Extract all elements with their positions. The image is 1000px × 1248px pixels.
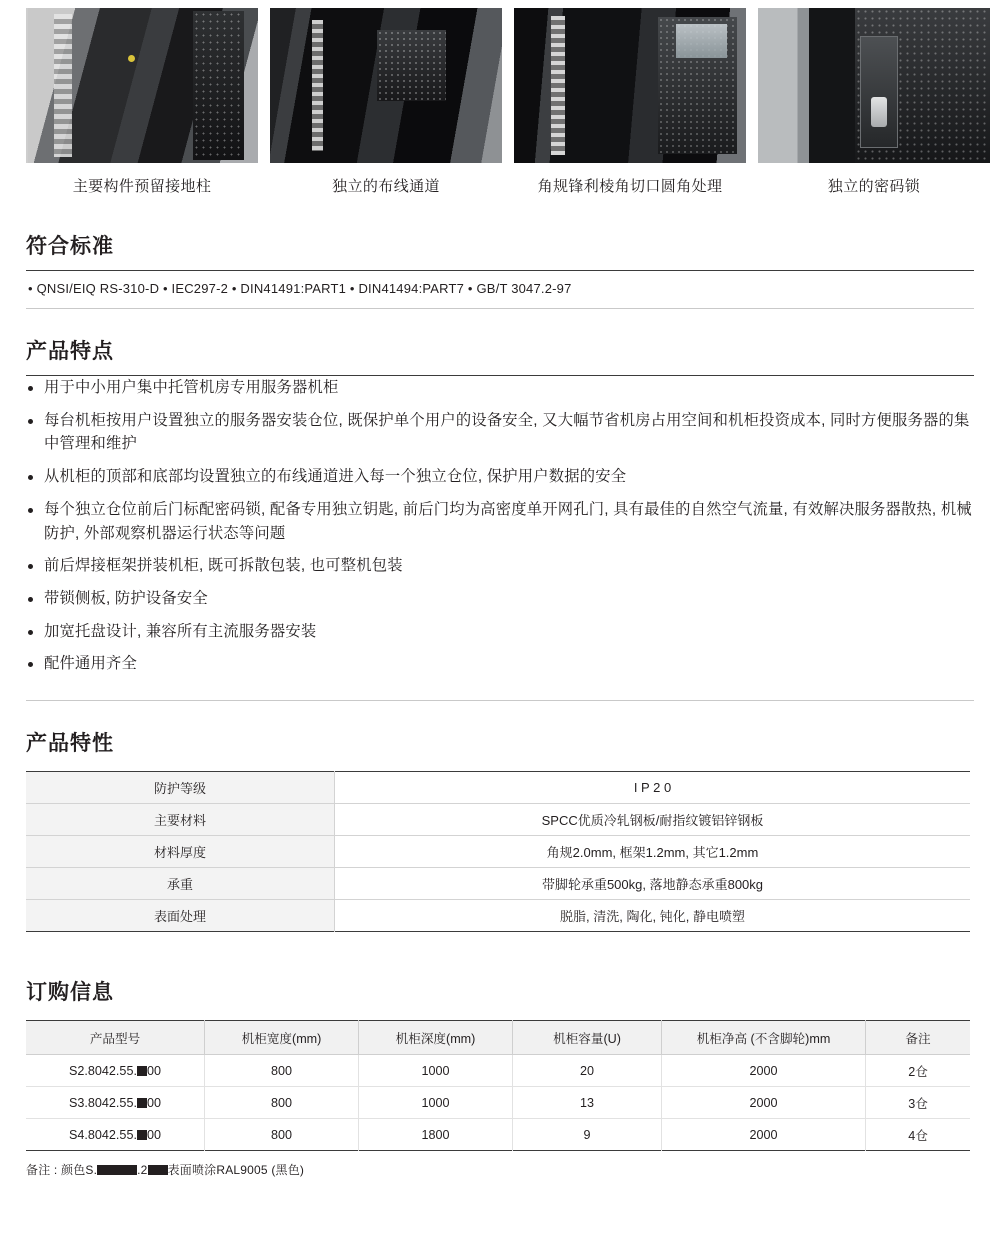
order-section (26, 976, 974, 1178)
column-header-width: 机柜宽度(mm) (205, 1021, 359, 1055)
model-prefix: S3.8042.55. (69, 1095, 137, 1110)
table-row (26, 1119, 970, 1151)
spec-key: 表面处理 (26, 900, 335, 932)
note-prefix: 备注 : 颜色S. (26, 1163, 98, 1178)
product-photo-grounding-post (26, 8, 258, 163)
model-suffix: 00 (146, 1127, 161, 1142)
photo-cell (270, 8, 502, 196)
model-suffix: 00 (146, 1063, 161, 1078)
standards-title: 符合标准 (26, 235, 114, 258)
cell-depth: 1000 (359, 1087, 513, 1119)
table-row (26, 1055, 970, 1087)
product-photo-strip (26, 0, 974, 196)
cell-width: 800 (205, 1055, 359, 1087)
rack-image-b (270, 8, 502, 163)
list-item: 每个独立仓位前后门标配密码锁, 配备专用独立钥匙, 前后门均为高密度单开网孔门, 具有最佳的自然空气流量, 有效解决服务器散热, 机械防护, 外部观察机器运行状态等问题 (26, 498, 974, 545)
order-title: 订购信息 (26, 981, 114, 1005)
specs-section (26, 727, 974, 932)
standards-list: • QNSI/EIQ RS-310-D • IEC297-2 • DIN41491:PART1 • DIN41494:PART7 • GB/T 3047.2-97 (28, 281, 572, 296)
color-code-block (127, 1165, 137, 1175)
list-item: 配件通用齐全 (26, 652, 974, 676)
color-code-block (158, 1165, 168, 1175)
column-header-remark: 备注 (866, 1021, 971, 1055)
features-title: 产品特点 (26, 340, 114, 363)
spec-value: 角规2.0mm, 框架1.2mm, 其它1.2mm (335, 836, 971, 868)
list-item: 从机柜的顶部和底部均设置独立的布线通道进入每一个独立仓位, 保护用户数据的安全 (26, 465, 974, 489)
spec-value: 脱脂, 清洗, 陶化, 钝化, 静电喷塑 (560, 909, 745, 925)
cell-remark: 4仓 (908, 1129, 928, 1144)
column-header-model: 产品型号 (26, 1021, 205, 1055)
product-photo-rounded-corner (514, 8, 746, 163)
specs-table (26, 771, 970, 932)
spec-key: 防护等级 (26, 772, 335, 804)
lock-knob-icon (871, 97, 887, 127)
cell-capacity: 9 (513, 1119, 662, 1151)
spec-key: 主要材料 (26, 804, 335, 836)
note-middle: .2 (137, 1163, 148, 1178)
color-code-block (137, 1130, 147, 1140)
column-header-capacity: 机柜容量(U) (513, 1021, 662, 1055)
list-item: 用于中小用户集中托管机房专用服务器机柜 (26, 376, 974, 400)
spec-key: 材料厚度 (26, 836, 335, 868)
cell-capacity: 20 (513, 1055, 662, 1087)
spec-value: I P 2 0 (335, 772, 971, 804)
product-photo-combination-lock (758, 8, 990, 163)
cell-remark: 2仓 (866, 1055, 971, 1087)
list-item: 带锁侧板, 防护设备安全 (26, 587, 974, 611)
table-row (26, 868, 970, 900)
list-item: 每台机柜按用户设置独立的服务器安装仓位, 既保护单个用户的设备安全, 又大幅节省机房占用空间和机柜投资成本, 同时方便服务器的集中管理和维护 (26, 409, 974, 456)
photo-caption: 角规锋利棱角切口圆角处理 (537, 178, 723, 195)
table-row (26, 836, 970, 868)
cell-capacity: 13 (513, 1087, 662, 1119)
model-prefix: S4.8042.55. (69, 1127, 137, 1142)
window-light (676, 24, 727, 58)
table-row (26, 772, 970, 804)
cell-remark: 3仓 (866, 1087, 971, 1119)
photo-caption: 独立的布线通道 (332, 178, 440, 195)
table-row (26, 804, 970, 836)
color-code-block (137, 1066, 147, 1076)
spec-key: 承重 (26, 868, 335, 900)
color-code-block (137, 1098, 147, 1108)
cell-height: 2000 (662, 1119, 866, 1151)
cell-depth: 1000 (359, 1055, 513, 1087)
list-item: 加宽托盘设计, 兼容所有主流服务器安装 (26, 620, 974, 644)
color-code-block (117, 1165, 127, 1175)
table-row (26, 1087, 970, 1119)
rack-image-a (26, 8, 258, 163)
photo-cell (758, 8, 990, 196)
photo-cell (514, 8, 746, 196)
cell-model (26, 1055, 205, 1087)
photo-caption: 主要构件预留接地柱 (72, 178, 212, 195)
standards-bottom-divider (26, 308, 974, 309)
product-photo-cable-channel (270, 8, 502, 163)
color-code-block (148, 1165, 158, 1175)
table-row (26, 900, 970, 932)
spec-value: 带脚轮承重500kg, 落地静态承重800kg (335, 868, 971, 900)
cell-model (26, 1087, 205, 1119)
color-code-block (107, 1165, 117, 1175)
features-section (26, 335, 974, 701)
order-note (26, 1151, 974, 1178)
model-prefix: S2.8042.55. (69, 1063, 137, 1078)
column-header-depth: 机柜深度(mm) (359, 1021, 513, 1055)
column-header-height: 机柜净高 (不含脚轮)mm (662, 1021, 866, 1055)
cell-model (26, 1119, 205, 1151)
photo-cell (26, 8, 258, 196)
model-suffix: 00 (146, 1095, 161, 1110)
color-code-block (97, 1165, 107, 1175)
cell-width: 800 (205, 1087, 359, 1119)
cell-height: 2000 (662, 1087, 866, 1119)
spec-value: SPCC优质冷轧钢板/耐指纹镀铝锌钢板 (335, 804, 971, 836)
features-bottom-divider (26, 700, 974, 701)
standards-section (26, 230, 974, 309)
features-list (26, 376, 974, 676)
cell-height: 2000 (662, 1055, 866, 1087)
lock-plate-icon (860, 36, 898, 148)
list-item: 前后焊接框架拼装机柜, 既可拆散包装, 也可整机包装 (26, 554, 974, 578)
note-suffix: 表面喷涂RAL9005 (黑色) (167, 1163, 305, 1178)
cell-depth: 1800 (359, 1119, 513, 1151)
cell-width: 800 (205, 1119, 359, 1151)
grounding-post-marker (128, 55, 135, 62)
specs-title: 产品特性 (26, 732, 114, 756)
table-header-row (26, 1021, 970, 1055)
order-table (26, 1020, 970, 1151)
photo-caption: 独立的密码锁 (827, 178, 921, 195)
